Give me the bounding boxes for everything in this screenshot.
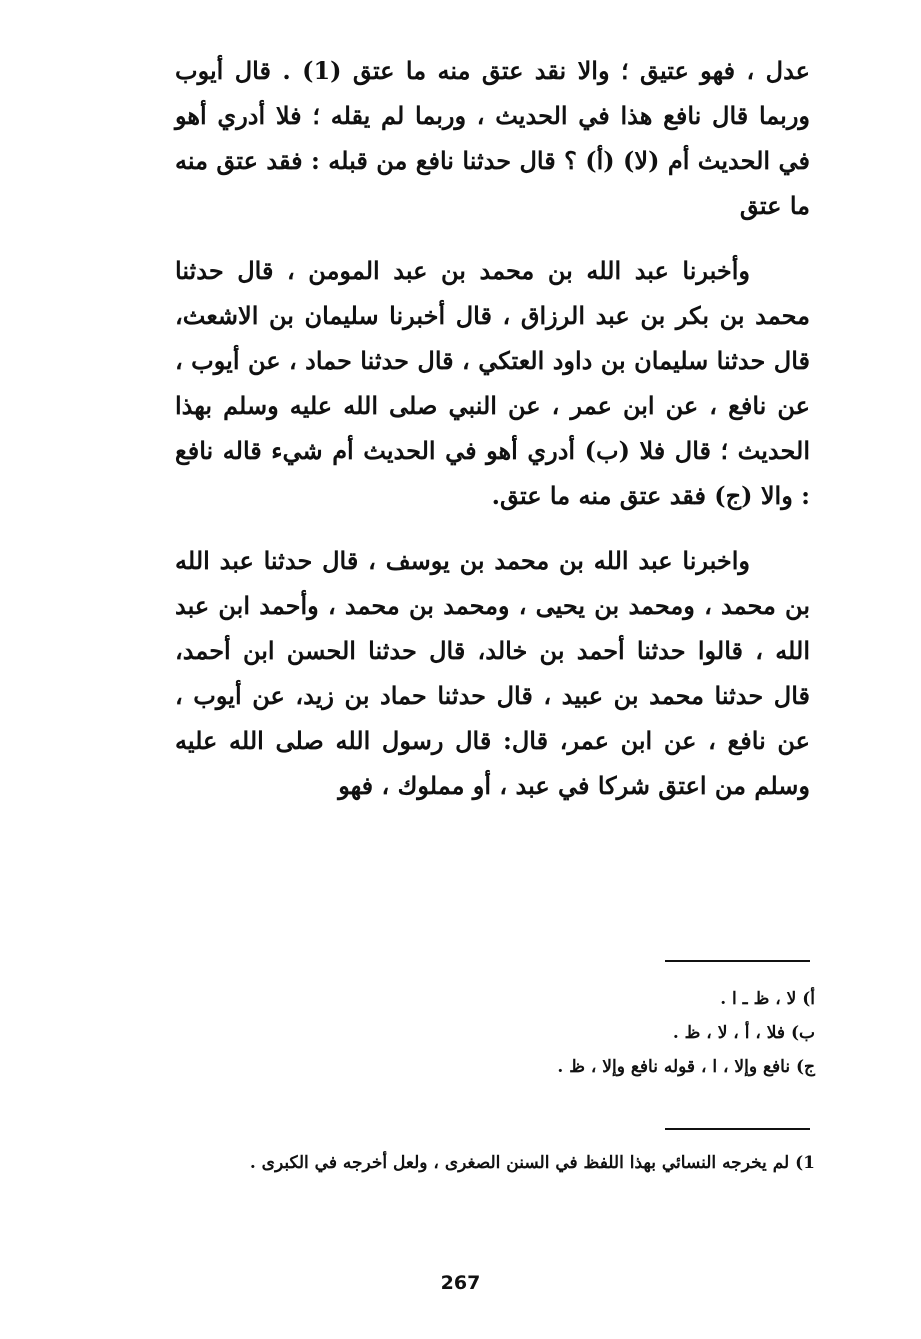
variant-note-a: أ) لا ، ظ ـ ا . <box>720 989 815 1009</box>
footnote-1: 1) لم يخرجه النسائي بهذا اللفظ في السنن الصغرى ، ولعل أخرجه في الكبرى . <box>249 1153 815 1173</box>
variant-note-b: ب) فلا ، أ ، لا ، ظ . <box>672 1023 815 1043</box>
footnotes-divider <box>665 1128 810 1130</box>
main-text <box>175 48 810 808</box>
page-number: 267 <box>440 1272 481 1294</box>
paragraph-3: واخبرنا عبد الله بن محمد بن يوسف ، قال حدثنا عبد الله بن محمد ، ومحمد بن يحيى ، ومحمد بن محمد ، وأحمد ابن عبد الله ، قالوا حدثنا أحمد بن خالد، قال حدثنا الحسن ابن أحمد، قال حدثنا محمد بن عبيد ، قال حدثنا حماد بن زيد، عن أيوب ، عن نافع ، عن ابن عمر، قال: قال رسول الله صلى الله عليه وسلم من اعتق شركا في عبد ، أو مملوك ، فهو <box>175 546 810 800</box>
variant-notes <box>175 982 815 1084</box>
paragraph-1: عدل ، فهو عتيق ؛ والا نقد عتق منه ما عتق (1) . قال أيوب وربما قال نافع هذا في الحديث ، وربما لم يقله ؛ فلا أدري أهو في الحديث أم (لا) (أ) ؟ قال حدثنا نافع من قبله : فقد عتق منه ما عتق <box>175 56 811 220</box>
variant-note-c: ج) نافع وإلا ، ا ، قوله نافع وإلا ، ظ . <box>557 1057 815 1077</box>
variant-notes-divider <box>665 960 810 962</box>
footnotes <box>175 1146 815 1180</box>
paragraph-2: وأخبرنا عبد الله بن محمد بن عبد المومن ، قال حدثنا محمد بن بكر بن عبد الرزاق ، قال أخبرنا سليمان بن الاشعث، قال حدثنا سليمان بن داود العتكي ، قال حدثنا حماد ، عن أيوب ، عن نافع ، عن ابن عمر ، عن النبي صلى الله عليه وسلم بهذا الحديث ؛ قال فلا (ب) أدري أهو في الحديث أم شيء قاله نافع : والا (ج) فقد عتق منه ما عتق. <box>175 256 811 510</box>
